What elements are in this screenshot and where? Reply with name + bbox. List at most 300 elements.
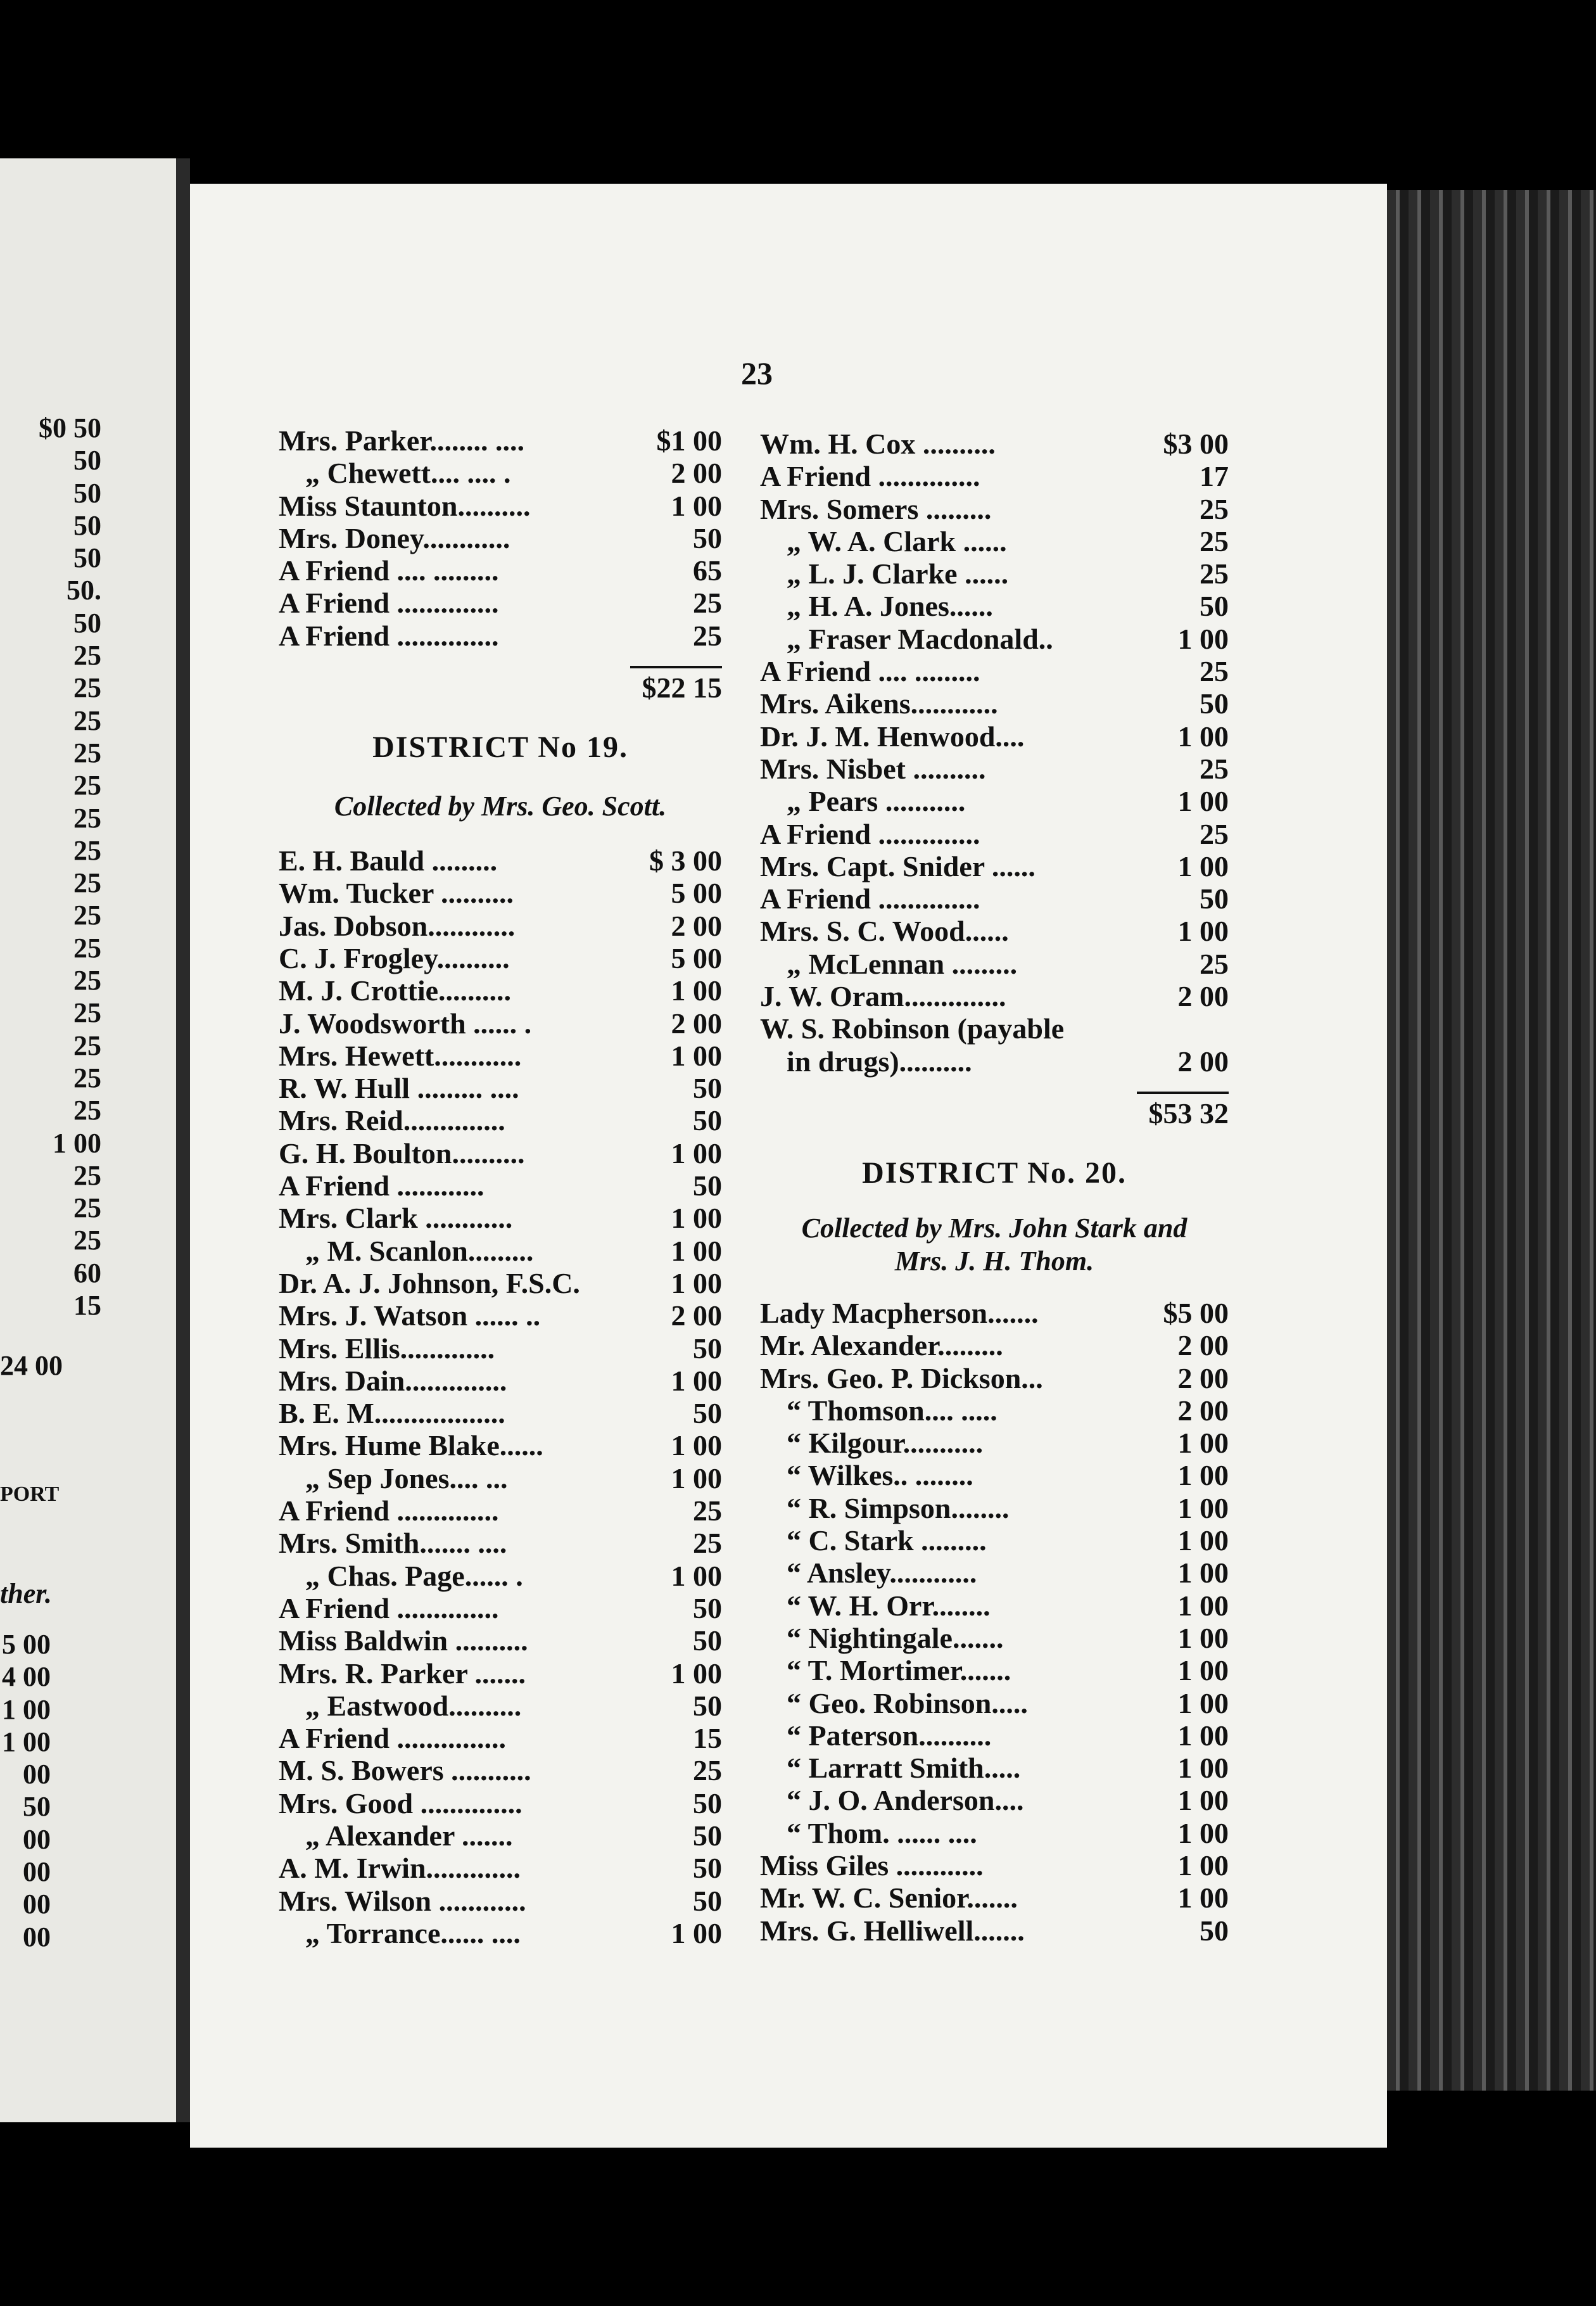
entry-amount: 50 bbox=[693, 1072, 722, 1105]
entry-name: M. S. Bowers ........... bbox=[279, 1754, 531, 1787]
entry-name: Jas. Dobson............ bbox=[279, 909, 516, 942]
contribution-row bbox=[760, 785, 1229, 817]
entry-amount: 1 00 bbox=[1177, 1654, 1229, 1687]
entry-name: A Friend .... ......... bbox=[279, 554, 499, 587]
contribution-row bbox=[760, 590, 1229, 622]
entry-amount: 1 00 bbox=[1177, 785, 1229, 818]
left-page-amount: 1 00 bbox=[53, 1127, 101, 1159]
contribution-row bbox=[760, 1752, 1229, 1784]
left-page-amount: 1 00 bbox=[2, 1693, 51, 1725]
entry-name: “ Wilkes.. ........ bbox=[787, 1459, 973, 1492]
contribution-row bbox=[279, 1267, 722, 1299]
entry-amount: 25 bbox=[1200, 557, 1229, 590]
entry-name: “ Nightingale....... bbox=[787, 1621, 1004, 1654]
entry-amount: $ 3 00 bbox=[649, 844, 722, 877]
left-page-amount: 50 bbox=[73, 509, 101, 541]
left-page-gutter bbox=[176, 158, 190, 2122]
entry-name: A Friend .............. bbox=[760, 817, 980, 850]
contribution-row bbox=[760, 1557, 1229, 1589]
entry-name: Mr. Alexander......... bbox=[760, 1329, 1003, 1362]
left-page-amount: 25 bbox=[73, 770, 101, 801]
left-page-amount: 25 bbox=[73, 802, 101, 834]
contribution-row bbox=[279, 1462, 722, 1494]
contribution-row bbox=[760, 493, 1229, 525]
contribution-row bbox=[760, 1654, 1229, 1686]
contribution-row bbox=[760, 1362, 1229, 1394]
entry-name: Mrs. Nisbet .......... bbox=[760, 752, 986, 785]
entry-name: „ Torrance...... .... bbox=[305, 1916, 521, 1949]
entry-amount: 50 bbox=[693, 521, 722, 554]
left-page-amount: 25 bbox=[73, 965, 101, 997]
contribution-row bbox=[279, 1202, 722, 1234]
entry-amount: 25 bbox=[693, 1754, 722, 1787]
entry-name: Mrs. Aikens............ bbox=[760, 687, 998, 720]
contribution-row bbox=[279, 1104, 722, 1137]
contribution-row bbox=[760, 1589, 1229, 1622]
left-page-amount: 25 bbox=[73, 932, 101, 964]
left-page-other-word: ther. bbox=[0, 1578, 52, 1609]
entry-amount: 50 bbox=[693, 1332, 722, 1365]
contribution-row bbox=[279, 1852, 722, 1884]
contribution-row bbox=[279, 877, 722, 909]
entry-amount: 17 bbox=[1200, 460, 1229, 493]
contribution-row bbox=[279, 620, 722, 652]
entry-amount: 5 00 bbox=[671, 877, 722, 910]
contribution-row bbox=[279, 1754, 722, 1787]
entry-amount: 1 00 bbox=[1177, 1882, 1229, 1914]
contribution-row bbox=[279, 1429, 722, 1462]
left-page-amount: 00 bbox=[23, 1759, 51, 1790]
entry-name: „ McLennan ......... bbox=[787, 947, 1018, 980]
entry-amount: $3 00 bbox=[1163, 428, 1229, 460]
entry-amount: 50 bbox=[1200, 1914, 1229, 1947]
entry-amount: 1 00 bbox=[671, 489, 722, 522]
left-page-amount-column bbox=[0, 412, 101, 1322]
left-page-amount: 60 bbox=[73, 1257, 101, 1289]
entry-amount: 2 00 bbox=[1177, 1329, 1229, 1362]
left-page-amount: 25 bbox=[73, 640, 101, 672]
entry-amount: 1 00 bbox=[1177, 1849, 1229, 1882]
entry-amount: $5 00 bbox=[1163, 1296, 1229, 1329]
entry-name: Mrs. S. C. Wood...... bbox=[760, 915, 1009, 948]
book-page-edges bbox=[1387, 190, 1596, 2091]
contribution-row bbox=[760, 428, 1229, 460]
entry-amount: 50 bbox=[693, 1852, 722, 1885]
contribution-row bbox=[760, 882, 1229, 915]
contribution-row bbox=[279, 1397, 722, 1429]
contribution-row bbox=[760, 623, 1229, 655]
entry-name: G. H. Boulton.......... bbox=[279, 1137, 525, 1169]
entry-amount: 1 00 bbox=[671, 1916, 722, 1949]
entry-name: A Friend .............. bbox=[760, 460, 980, 493]
contribution-row bbox=[760, 1817, 1229, 1849]
entry-amount: 50 bbox=[693, 1819, 722, 1852]
entry-amount: 25 bbox=[1200, 947, 1229, 980]
contribution-row bbox=[760, 1784, 1229, 1816]
entry-amount: 1 00 bbox=[1177, 1524, 1229, 1557]
contribution-row bbox=[760, 720, 1229, 753]
entry-amount: 1 00 bbox=[671, 1559, 722, 1592]
entry-name: „ Eastwood.......... bbox=[305, 1689, 522, 1722]
contribution-row bbox=[760, 1719, 1229, 1752]
contribution-row bbox=[279, 1169, 722, 1202]
entry-amount: 1 00 bbox=[1177, 915, 1229, 948]
left-page-amount: 15 bbox=[73, 1290, 101, 1322]
entry-name: J. Woodsworth ...... . bbox=[279, 1007, 532, 1040]
left-page-amount: 1 00 bbox=[2, 1726, 51, 1757]
entry-name: Mrs. Capt. Snider ...... bbox=[760, 850, 1036, 882]
left-page-amount: 50 bbox=[73, 445, 101, 476]
right-column bbox=[760, 428, 1229, 1947]
contribution-row bbox=[279, 1494, 722, 1527]
entry-name: “ Larratt Smith..... bbox=[787, 1752, 1021, 1785]
entry-name: “ J. O. Anderson.... bbox=[787, 1784, 1024, 1817]
entry-name: „ Chewett.... .... . bbox=[305, 457, 511, 490]
left-page-amount: 25 bbox=[73, 900, 101, 931]
entry-amount: 2 00 bbox=[1177, 1394, 1229, 1427]
entry-amount: 5 00 bbox=[671, 941, 722, 974]
contribution-row bbox=[279, 1885, 722, 1917]
contribution-row bbox=[279, 1299, 722, 1332]
entry-amount: 50 bbox=[693, 1689, 722, 1722]
entry-amount: 1 00 bbox=[1177, 622, 1229, 655]
entry-amount: 2 00 bbox=[671, 457, 722, 490]
contribution-row bbox=[760, 557, 1229, 590]
entry-name: Mr. W. C. Senior....... bbox=[760, 1882, 1018, 1914]
contribution-row bbox=[760, 1622, 1229, 1654]
entry-amount: 1 00 bbox=[1177, 850, 1229, 882]
entry-amount: 25 bbox=[693, 587, 722, 620]
contribution-row bbox=[760, 1045, 1229, 1078]
left-page-amount: 00 bbox=[23, 1856, 51, 1888]
entry-name: Mrs. Doney............ bbox=[279, 521, 510, 554]
entry-amount: 50 bbox=[1200, 590, 1229, 623]
contribution-row bbox=[279, 1007, 722, 1040]
contribution-row bbox=[760, 980, 1229, 1012]
entry-name: Mrs. J. Watson ...... .. bbox=[279, 1299, 541, 1332]
entry-amount: 1 00 bbox=[671, 1234, 722, 1267]
entry-name: „ Pears ........... bbox=[787, 785, 966, 818]
entry-amount: 25 bbox=[1200, 525, 1229, 557]
left-page-amount: 5 00 bbox=[2, 1629, 51, 1660]
left-page-amount: 25 bbox=[73, 1062, 101, 1093]
entry-name: E. H. Bauld ......... bbox=[279, 844, 498, 877]
contribution-row bbox=[279, 1592, 722, 1624]
contribution-row bbox=[760, 655, 1229, 687]
column2-top-entries bbox=[760, 428, 1229, 1078]
entry-amount: 1 00 bbox=[1177, 1589, 1229, 1622]
entry-amount: 2 00 bbox=[1177, 1361, 1229, 1394]
contribution-row bbox=[279, 1527, 722, 1559]
entry-amount: 50 bbox=[693, 1397, 722, 1430]
contribution-row bbox=[760, 1524, 1229, 1557]
entry-amount: 1 00 bbox=[1177, 1557, 1229, 1589]
left-page-amount: 25 bbox=[73, 704, 101, 736]
entry-amount: 15 bbox=[693, 1722, 722, 1755]
left-page-amount: 25 bbox=[73, 867, 101, 899]
contribution-row bbox=[760, 1849, 1229, 1882]
entry-name: “ Thomson.... ..... bbox=[787, 1394, 998, 1427]
entry-amount: 1 00 bbox=[1177, 1719, 1229, 1752]
entry-amount: 1 00 bbox=[1177, 1784, 1229, 1817]
entry-amount: 1 00 bbox=[1177, 1686, 1229, 1719]
entry-name: Mrs. Wilson ............ bbox=[279, 1884, 526, 1917]
entry-name: A. M. Irwin............. bbox=[279, 1852, 521, 1885]
entry-amount: $1 00 bbox=[656, 424, 722, 457]
contribution-row bbox=[760, 1394, 1229, 1427]
contribution-row bbox=[279, 942, 722, 974]
contribution-row bbox=[760, 850, 1229, 882]
total-rule bbox=[1137, 1092, 1229, 1094]
entry-name: Mrs. Parker........ .... bbox=[279, 424, 524, 457]
entry-name: „ Fraser Macdonald.. bbox=[787, 622, 1053, 655]
left-page-amount: 50. bbox=[66, 575, 101, 606]
entry-amount: 2 00 bbox=[671, 1007, 722, 1040]
total-rule bbox=[630, 666, 722, 668]
contribution-row bbox=[279, 1072, 722, 1104]
entry-amount: 1 00 bbox=[1177, 1427, 1229, 1460]
entry-name: A Friend .... ......... bbox=[760, 655, 980, 688]
entry-amount: 50 bbox=[1200, 687, 1229, 720]
contribution-row bbox=[279, 1235, 722, 1267]
entry-name: A Friend .............. bbox=[279, 1494, 499, 1527]
entry-name: Mrs. Ellis............. bbox=[279, 1332, 495, 1365]
contribution-row bbox=[279, 1332, 722, 1365]
entry-name: Dr. J. M. Henwood.... bbox=[760, 720, 1025, 753]
contribution-row bbox=[279, 844, 722, 877]
entry-name: W. S. Robinson (payable bbox=[760, 1012, 1065, 1045]
contribution-row bbox=[279, 522, 722, 554]
left-page-bottom-amounts bbox=[0, 1628, 51, 1953]
entry-amount: 1 00 bbox=[1177, 1816, 1229, 1849]
entry-name: Mrs. Good .............. bbox=[279, 1787, 522, 1819]
entry-amount: 1 00 bbox=[671, 1202, 722, 1235]
column1-top-entries bbox=[279, 424, 722, 652]
entry-name: A Friend .............. bbox=[279, 1591, 499, 1624]
column1-total: $22 15 bbox=[642, 672, 722, 704]
contribution-row bbox=[760, 1427, 1229, 1459]
entry-name: J. W. Oram.............. bbox=[760, 980, 1006, 1013]
contribution-row bbox=[279, 424, 722, 457]
entry-name: „ L. J. Clarke ...... bbox=[787, 557, 1009, 590]
left-page-amount: 25 bbox=[73, 1225, 101, 1256]
entry-amount: 1 00 bbox=[671, 1364, 722, 1397]
contribution-row bbox=[279, 974, 722, 1007]
entry-amount: 1 00 bbox=[1177, 1491, 1229, 1524]
left-page-amount: 50 bbox=[23, 1791, 51, 1823]
entry-name: “ R. Simpson........ bbox=[787, 1491, 1010, 1524]
contribution-row bbox=[760, 1882, 1229, 1914]
column2-total: $53 32 bbox=[1148, 1097, 1229, 1130]
entry-name: A Friend .............. bbox=[279, 587, 499, 620]
contribution-row bbox=[279, 1657, 722, 1690]
entry-amount: 1 00 bbox=[671, 1266, 722, 1299]
contribution-row bbox=[760, 460, 1229, 492]
entry-name: R. W. Hull ......... .... bbox=[279, 1072, 519, 1105]
entry-name: Mrs. Smith....... .... bbox=[279, 1527, 507, 1560]
entry-amount: 25 bbox=[693, 1494, 722, 1527]
contribution-row bbox=[279, 490, 722, 522]
entry-name: “ C. Stark ......... bbox=[787, 1524, 987, 1557]
contribution-row bbox=[279, 457, 722, 489]
contribution-row bbox=[279, 1040, 722, 1072]
left-page-amount: 25 bbox=[73, 834, 101, 866]
entry-amount: 50 bbox=[693, 1104, 722, 1137]
contribution-row bbox=[760, 687, 1229, 720]
contribution-row bbox=[760, 1687, 1229, 1719]
contribution-row bbox=[279, 1787, 722, 1819]
entry-name: Mrs. Reid.............. bbox=[279, 1104, 505, 1137]
entry-name: Wm. H. Cox .......... bbox=[760, 428, 996, 460]
entry-name: „ H. A. Jones...... bbox=[787, 590, 993, 623]
contribution-row bbox=[279, 1917, 722, 1949]
entry-name: A Friend .............. bbox=[279, 619, 499, 652]
entry-amount: 1 00 bbox=[671, 1462, 722, 1494]
contribution-row bbox=[760, 915, 1229, 947]
left-page-amount: 00 bbox=[23, 1921, 51, 1952]
entry-name: „ M. Scanlon......... bbox=[305, 1234, 534, 1267]
left-page-total: 24 00 bbox=[0, 1350, 63, 1381]
entry-amount: 1 00 bbox=[671, 1137, 722, 1169]
left-page-amount: 4 00 bbox=[2, 1661, 51, 1693]
contribution-row bbox=[279, 1690, 722, 1722]
contribution-row bbox=[760, 1297, 1229, 1329]
left-page-amount: 25 bbox=[73, 1192, 101, 1224]
entry-amount: 50 bbox=[693, 1591, 722, 1624]
entry-name: Mrs. Somers ......... bbox=[760, 492, 992, 525]
entry-name: Miss Giles ............ bbox=[760, 1849, 984, 1882]
entry-amount: 2 00 bbox=[1177, 980, 1229, 1013]
entry-amount: 1 00 bbox=[1177, 1621, 1229, 1654]
entry-name: „ Sep Jones.... ... bbox=[305, 1462, 508, 1494]
entry-amount: 25 bbox=[1200, 817, 1229, 850]
district-20-collected-by-line2: Mrs. J. H. Thom. bbox=[894, 1245, 1094, 1277]
entry-name: C. J. Frogley.......... bbox=[279, 941, 510, 974]
entry-amount: 25 bbox=[693, 1527, 722, 1560]
left-page-amount: 50 bbox=[73, 477, 101, 509]
entry-name: “ Kilgour........... bbox=[787, 1427, 984, 1460]
entry-name: M. J. Crottie.......... bbox=[279, 974, 512, 1007]
left-page-amount: 50 bbox=[73, 607, 101, 639]
left-page-report-word: PORT bbox=[0, 1482, 60, 1506]
left-page-amount: 25 bbox=[73, 672, 101, 704]
entry-amount: 1 00 bbox=[1177, 720, 1229, 753]
entry-amount: 25 bbox=[1200, 492, 1229, 525]
contribution-row bbox=[279, 1560, 722, 1592]
contribution-row bbox=[279, 1365, 722, 1397]
district-19-entries bbox=[279, 844, 722, 1949]
entry-amount: 50 bbox=[693, 1169, 722, 1202]
entry-name: „ Alexander ....... bbox=[305, 1819, 513, 1852]
left-page-amount: 25 bbox=[73, 997, 101, 1029]
left-page-amount: $0 50 bbox=[39, 412, 101, 443]
district-20-heading: DISTRICT No. 20. bbox=[862, 1156, 1127, 1190]
entry-name: A Friend .............. bbox=[760, 882, 980, 915]
left-page-fragment bbox=[0, 158, 184, 2122]
entry-amount: 25 bbox=[1200, 752, 1229, 785]
contribution-row bbox=[760, 818, 1229, 850]
entry-amount: 65 bbox=[693, 554, 722, 587]
contribution-row bbox=[279, 554, 722, 587]
entry-name: A Friend ............ bbox=[279, 1169, 484, 1202]
entry-name: „ Chas. Page...... . bbox=[305, 1559, 523, 1592]
contribution-row bbox=[279, 1137, 722, 1169]
contribution-row bbox=[279, 1819, 722, 1852]
contribution-row bbox=[760, 1914, 1229, 1947]
left-page-amount: 00 bbox=[23, 1889, 51, 1920]
left-page-amount: 25 bbox=[73, 1095, 101, 1126]
entry-name: Dr. A. J. Johnson, F.S.C. bbox=[279, 1266, 580, 1299]
entry-amount: 1 00 bbox=[671, 974, 722, 1007]
district-19-collected-by: Collected by Mrs. Geo. Scott. bbox=[334, 791, 667, 822]
entry-amount: 25 bbox=[693, 619, 722, 652]
district-20-collected-by-line1: Collected by Mrs. John Stark and bbox=[801, 1212, 1188, 1244]
entry-amount: 25 bbox=[1200, 655, 1229, 688]
entry-name: Mrs. Hume Blake...... bbox=[279, 1429, 543, 1462]
left-page-amount: 00 bbox=[23, 1823, 51, 1855]
contribution-row bbox=[279, 910, 722, 942]
contribution-row bbox=[279, 587, 722, 619]
contribution-row bbox=[760, 1329, 1229, 1361]
contribution-row bbox=[279, 1624, 722, 1657]
entry-name: Mrs. G. Helliwell....... bbox=[760, 1914, 1025, 1947]
entry-amount: 2 00 bbox=[671, 1299, 722, 1332]
entry-name: “ Thom. ...... .... bbox=[787, 1816, 977, 1849]
entry-name: Mrs. R. Parker ....... bbox=[279, 1657, 526, 1690]
entry-amount: 50 bbox=[693, 1884, 722, 1917]
entry-name: Mrs. Dain.............. bbox=[279, 1364, 507, 1397]
entry-name: Miss Baldwin .......... bbox=[279, 1624, 528, 1657]
left-column bbox=[279, 424, 722, 1949]
entry-amount: 1 00 bbox=[671, 1039, 722, 1072]
contribution-row bbox=[760, 1012, 1229, 1045]
entry-amount: 50 bbox=[693, 1624, 722, 1657]
entry-name: Mrs. Clark ............ bbox=[279, 1202, 513, 1235]
entry-name: “ W. H. Orr........ bbox=[787, 1589, 991, 1622]
entry-amount: 2 00 bbox=[1177, 1045, 1229, 1078]
page-number: 23 bbox=[741, 355, 773, 391]
left-page-amount: 25 bbox=[73, 1029, 101, 1061]
entry-name: “ T. Mortimer....... bbox=[787, 1654, 1011, 1687]
entry-name: Lady Macpherson....... bbox=[760, 1296, 1039, 1329]
contribution-row bbox=[760, 948, 1229, 980]
contribution-row bbox=[760, 753, 1229, 785]
entry-amount: 1 00 bbox=[1177, 1459, 1229, 1492]
contribution-row bbox=[760, 1492, 1229, 1524]
contribution-row bbox=[279, 1722, 722, 1754]
contribution-row bbox=[760, 525, 1229, 557]
entry-name: Miss Staunton.......... bbox=[279, 489, 531, 522]
entry-amount: 50 bbox=[1200, 882, 1229, 915]
contribution-row bbox=[760, 1459, 1229, 1491]
left-page-amount: 50 bbox=[73, 542, 101, 574]
left-page-amount: 25 bbox=[73, 737, 101, 768]
entry-amount: 1 00 bbox=[671, 1657, 722, 1690]
entry-name: Mrs. Hewett............ bbox=[279, 1039, 522, 1072]
entry-amount: 1 00 bbox=[1177, 1752, 1229, 1785]
entry-amount: 2 00 bbox=[671, 909, 722, 942]
entry-name: “ Paterson.......... bbox=[787, 1719, 992, 1752]
entry-name: “ Ansley............ bbox=[787, 1557, 977, 1589]
left-page-amount: 25 bbox=[73, 1159, 101, 1191]
entry-name: B. E. M.................. bbox=[279, 1397, 505, 1430]
district-19-heading: DISTRICT No 19. bbox=[372, 730, 628, 765]
entry-name: A Friend ............... bbox=[279, 1722, 507, 1755]
entry-name: Wm. Tucker .......... bbox=[279, 877, 514, 910]
entry-name: „ W. A. Clark ...... bbox=[787, 525, 1007, 557]
entry-amount: 50 bbox=[693, 1787, 722, 1819]
district-20-entries bbox=[760, 1297, 1229, 1947]
